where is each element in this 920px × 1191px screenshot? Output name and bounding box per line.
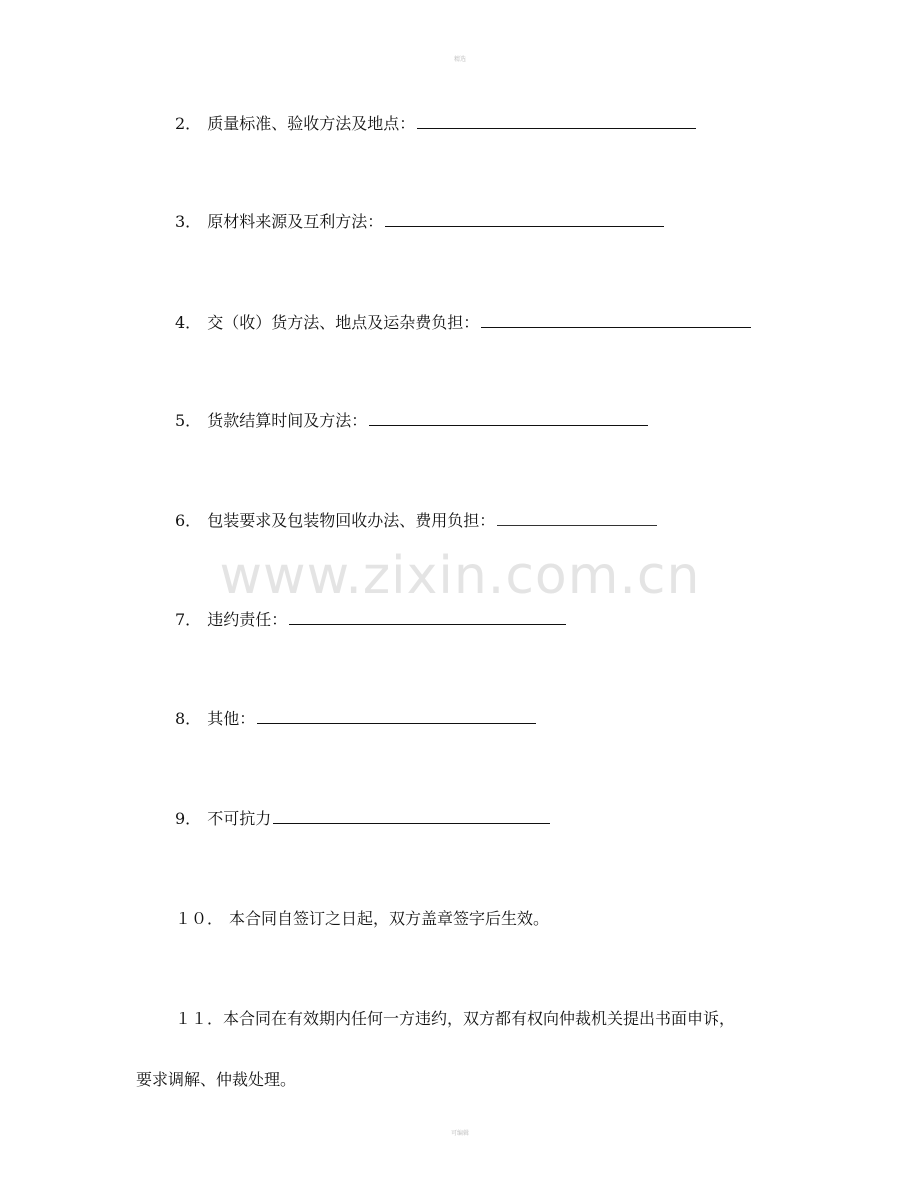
clause-8 <box>175 709 536 729</box>
clause-9 <box>175 809 550 829</box>
clause-number: 7． <box>175 610 202 629</box>
clause-number: 2． <box>175 114 202 133</box>
clause-number: 5． <box>175 411 202 430</box>
clause-6 <box>175 511 657 531</box>
clause-number: 3． <box>175 212 202 231</box>
clause-text: 不可抗力 <box>207 809 272 828</box>
fill-in-blank[interactable] <box>417 114 696 129</box>
fill-in-blank[interactable] <box>289 610 566 625</box>
clause-11 <box>136 1009 812 1090</box>
footer-mark: 可编辑 <box>450 1130 469 1137</box>
clause-text: 包装要求及包装物回收办法、费用负担： <box>207 511 496 530</box>
clause-10 <box>175 909 549 929</box>
clause-11-second-line: 要求调解、仲裁处理。 <box>136 1070 297 1089</box>
fill-in-blank[interactable] <box>369 411 648 426</box>
fill-in-blank[interactable] <box>385 212 664 227</box>
clause-5 <box>175 411 648 431</box>
fill-in-blank[interactable] <box>257 709 536 724</box>
clause-text: 本合同在有效期内任何一方违约，双方都有权向仲裁机关提出书面申诉， <box>223 1009 736 1028</box>
clause-text: 本合同自签订之日起，双方盖章签字后生效。 <box>229 909 550 928</box>
clause-4 <box>175 313 751 333</box>
clause-number: 8． <box>175 709 202 728</box>
clause-7 <box>175 610 566 630</box>
clause-text: 交（收）货方法、地点及运杂费负担： <box>207 313 480 332</box>
clause-11-first-line <box>136 1009 812 1029</box>
clause-number: １０． <box>175 909 224 928</box>
watermark-text: www.zixin.com.cn <box>219 546 701 606</box>
clause-text: 违约责任： <box>207 610 288 629</box>
clause-number: 4． <box>175 313 202 332</box>
clause-number: 6． <box>175 511 202 530</box>
fill-in-blank[interactable] <box>481 313 751 328</box>
clause-text: 原材料来源及互利方法： <box>207 212 384 231</box>
fill-in-blank[interactable] <box>273 809 550 824</box>
fill-in-blank[interactable] <box>497 511 657 526</box>
clause-2 <box>175 114 696 134</box>
clause-number: 9． <box>175 809 202 828</box>
clause-text: 其他： <box>207 709 256 728</box>
clause-text: 质量标准、验收方法及地点： <box>207 114 416 133</box>
clause-3 <box>175 212 664 232</box>
clause-text: 货款结算时间及方法： <box>207 411 368 430</box>
clause-number: １１． <box>175 1009 224 1028</box>
header-mark: 精选 <box>453 56 466 63</box>
